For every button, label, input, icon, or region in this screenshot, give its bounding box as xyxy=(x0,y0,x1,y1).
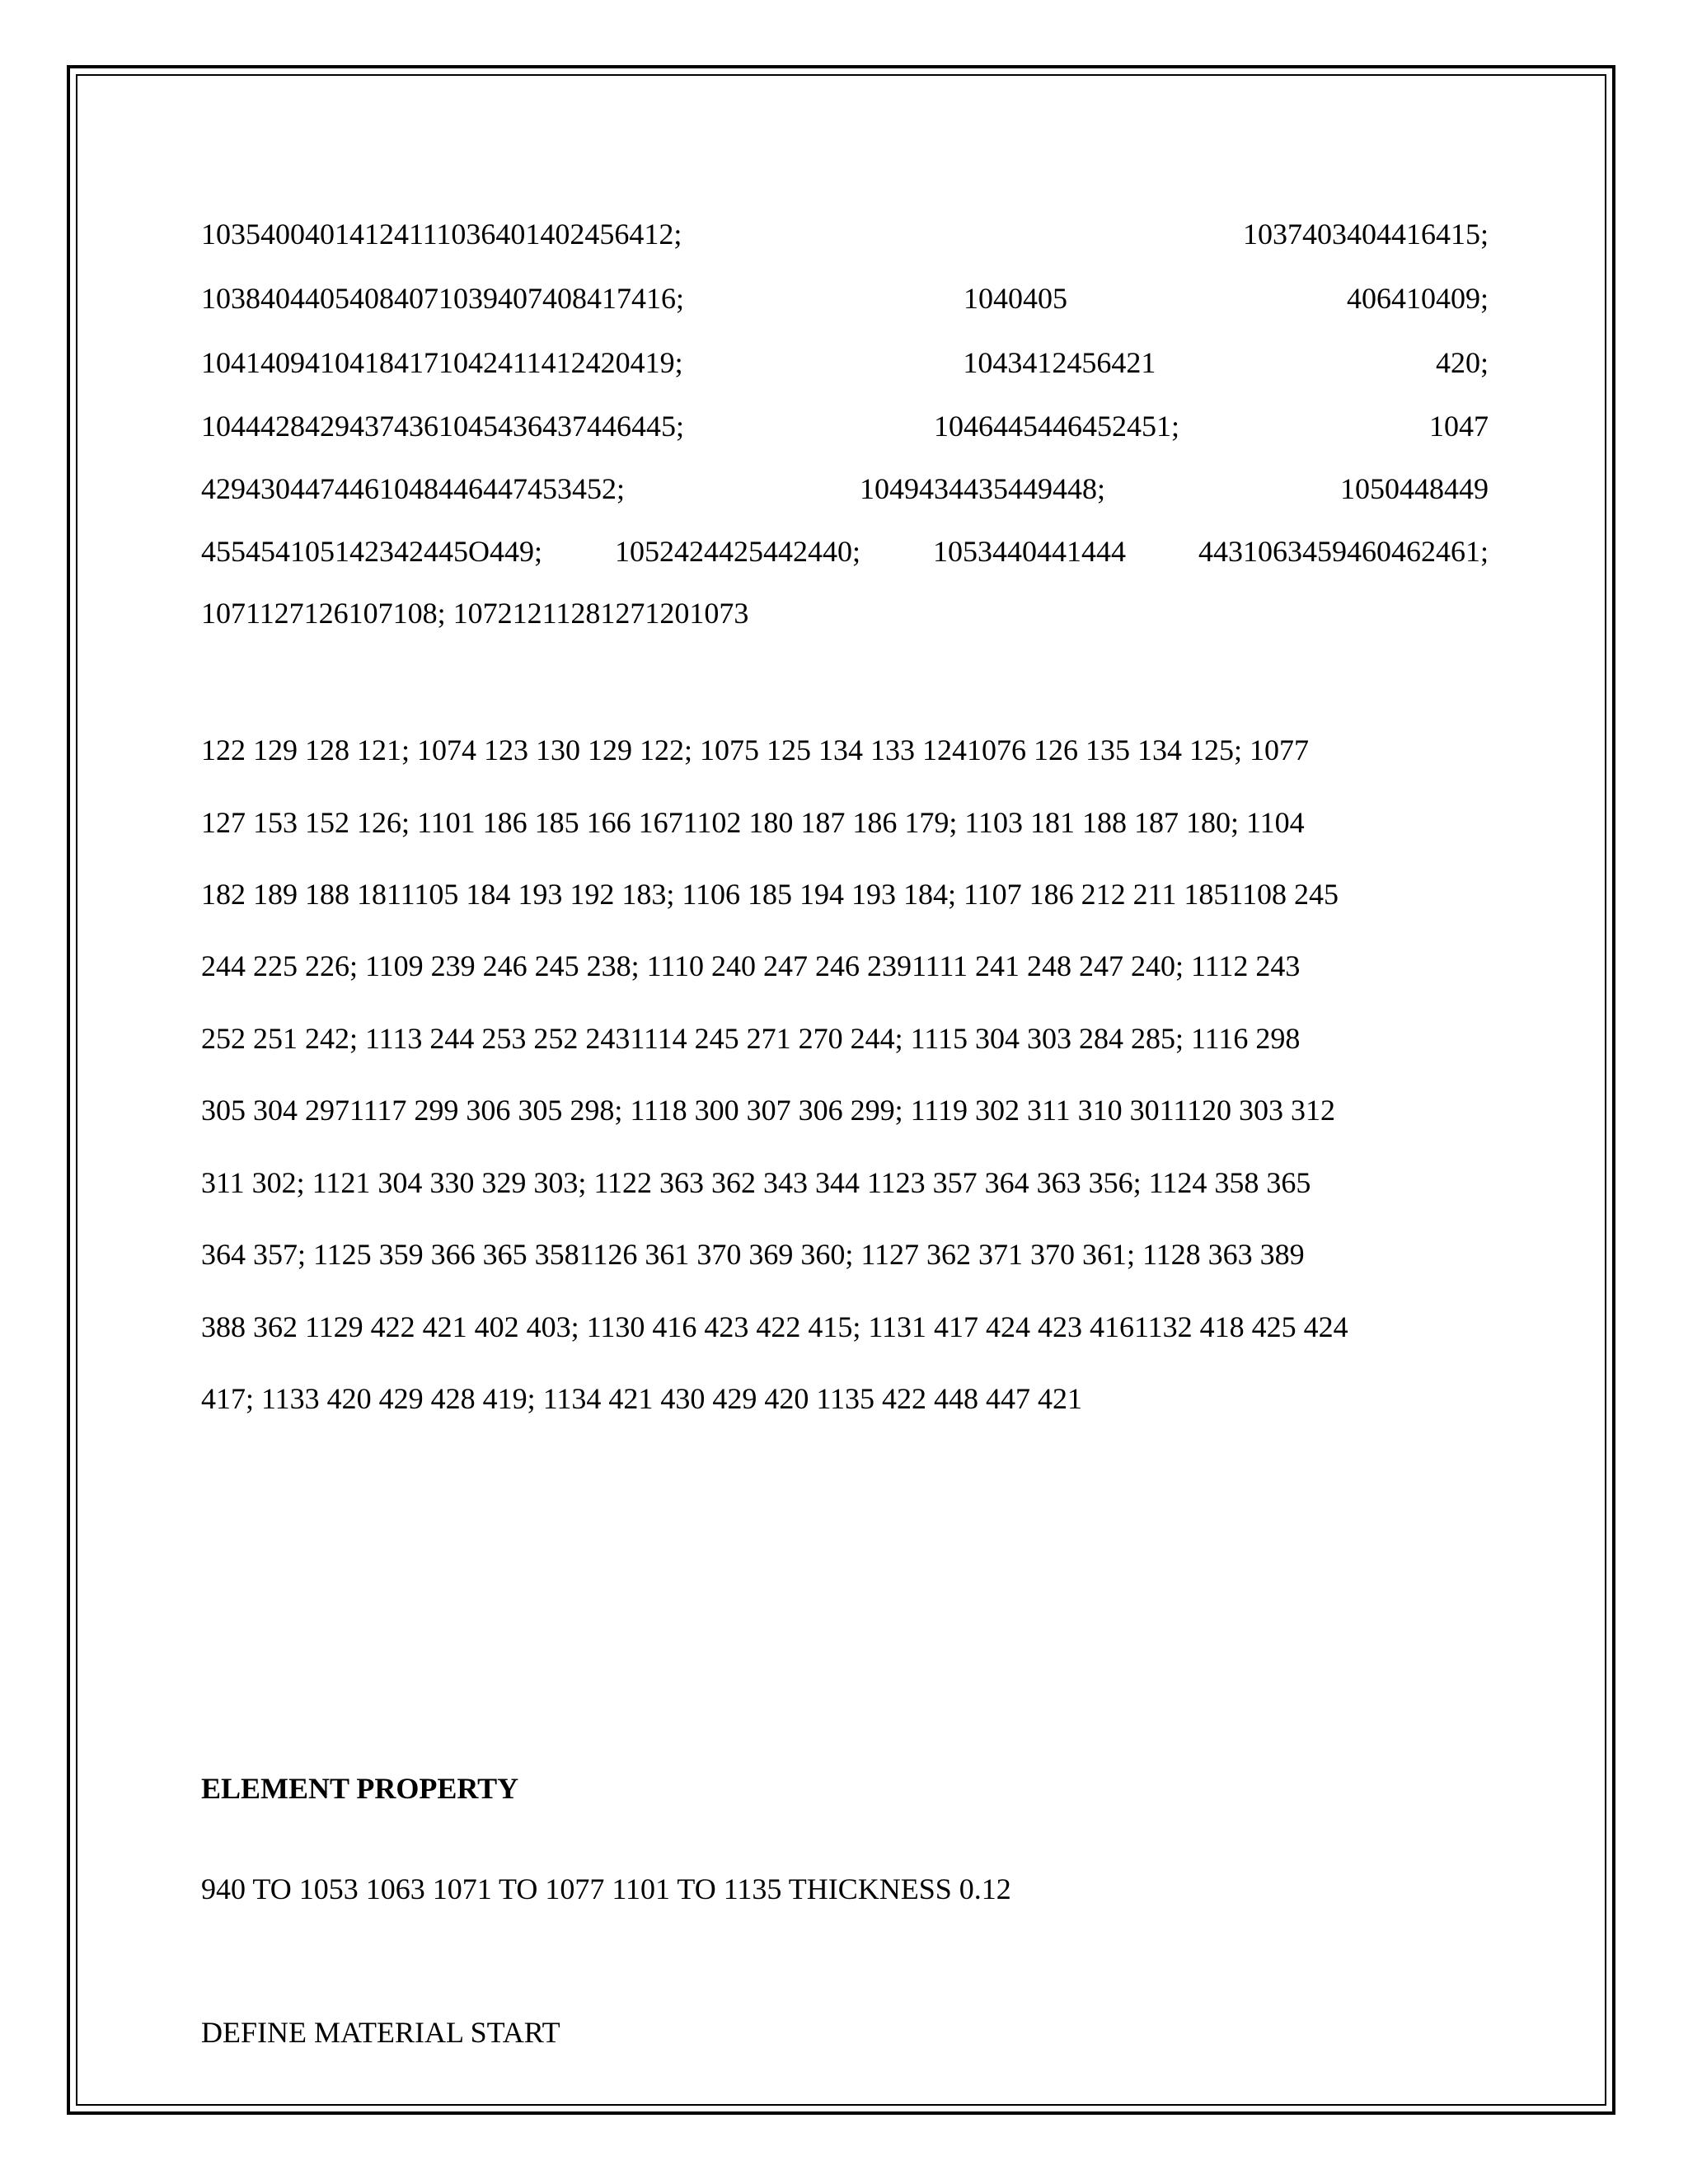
connectivity-token: 10354004014124111036401402456412; xyxy=(201,218,682,251)
connectivity-token: 4294304474461048446447453452; xyxy=(201,472,626,505)
connectivity-token: 420; xyxy=(1435,346,1489,379)
connectivity-token: 1037403404416415; xyxy=(1242,218,1489,251)
connectivity-line xyxy=(201,401,1489,451)
element-line: 244 225 226; 1109 239 246 245 238; 1110 240 247 246 2391111 241 248 247 240; 1112 243 xyxy=(201,949,1301,982)
connectivity-token: 406410409; xyxy=(1346,282,1489,315)
connectivity-token: 1047 xyxy=(1429,410,1489,443)
connectivity-token: 455454105142342445O449; xyxy=(201,535,542,568)
connectivity-token: 4431063459460462461; xyxy=(1198,535,1489,568)
element-line: 305 304 2971117 299 306 305 298; 1118 300 307 306 299; 1119 302 311 310 3011120 303 312 xyxy=(201,1094,1335,1127)
element-property-text: 940 TO 1053 1063 1071 TO 1077 1101 TO 1135 THICKNESS 0.12 xyxy=(201,1872,1011,1905)
connectivity-token: 1046445446452451; xyxy=(934,410,1180,443)
connectivity-token: 1049434435449448; xyxy=(860,472,1106,505)
element-line: 364 357; 1125 359 366 365 3581126 361 370 369 360; 1127 362 371 370 361; 1128 363 389 xyxy=(201,1238,1305,1271)
connectivity-token: 10384044054084071039407408417416; xyxy=(201,282,685,315)
connectivity-token: 1053440441444 xyxy=(932,535,1126,568)
element-line: 182 189 188 1811105 184 193 192 183; 1106 185 194 193 184; 1107 186 212 211 1851108 245 xyxy=(201,878,1339,911)
connectivity-token: 10414094104184171042411412420419; xyxy=(201,346,683,379)
element-line: 417; 1133 420 429 428 419; 1134 421 430 429 420 1135 422 448 447 421 xyxy=(201,1382,1082,1415)
element-line: 388 362 1129 422 421 402 403; 1130 416 423 422 415; 1131 417 424 423 4161132 418 425 424 xyxy=(201,1310,1348,1343)
connectivity-token: 1043412456421 xyxy=(963,346,1156,379)
connectivity-line xyxy=(201,588,1489,638)
define-material-text: DEFINE MATERIAL START xyxy=(201,2016,560,2049)
element-line: 122 129 128 121; 1074 123 130 129 122; 1075 125 134 133 1241076 126 135 134 125; 1077 xyxy=(201,733,1310,766)
connectivity-line xyxy=(201,338,1489,387)
element-line: 127 153 152 126; 1101 186 185 166 1671102 180 187 186 179; 1103 181 188 187 180; 1104 xyxy=(201,806,1305,839)
connectivity-line xyxy=(201,274,1489,323)
element-line: 252 251 242; 1113 244 253 252 2431114 245 271 270 244; 1115 304 303 284 285; 1116 298 xyxy=(201,1022,1301,1055)
connectivity-line xyxy=(201,209,1489,259)
connectivity-token: 1071127126107108; 10721211281271201073 xyxy=(201,597,749,630)
element-line: 311 302; 1121 304 330 329 303; 1122 363 362 343 344 1123 357 364 363 356; 1124 358 365 xyxy=(201,1166,1311,1199)
connectivity-token: 1050448449 xyxy=(1340,472,1489,505)
connectivity-line xyxy=(201,464,1489,513)
connectivity-token: 10444284294374361045436437446445; xyxy=(201,410,685,443)
connectivity-token: 1040405 xyxy=(964,282,1067,315)
connectivity-line xyxy=(201,527,1489,576)
connectivity-token: 1052424425442440; xyxy=(614,535,860,568)
element-property-heading: ELEMENT PROPERTY xyxy=(201,1772,519,1805)
